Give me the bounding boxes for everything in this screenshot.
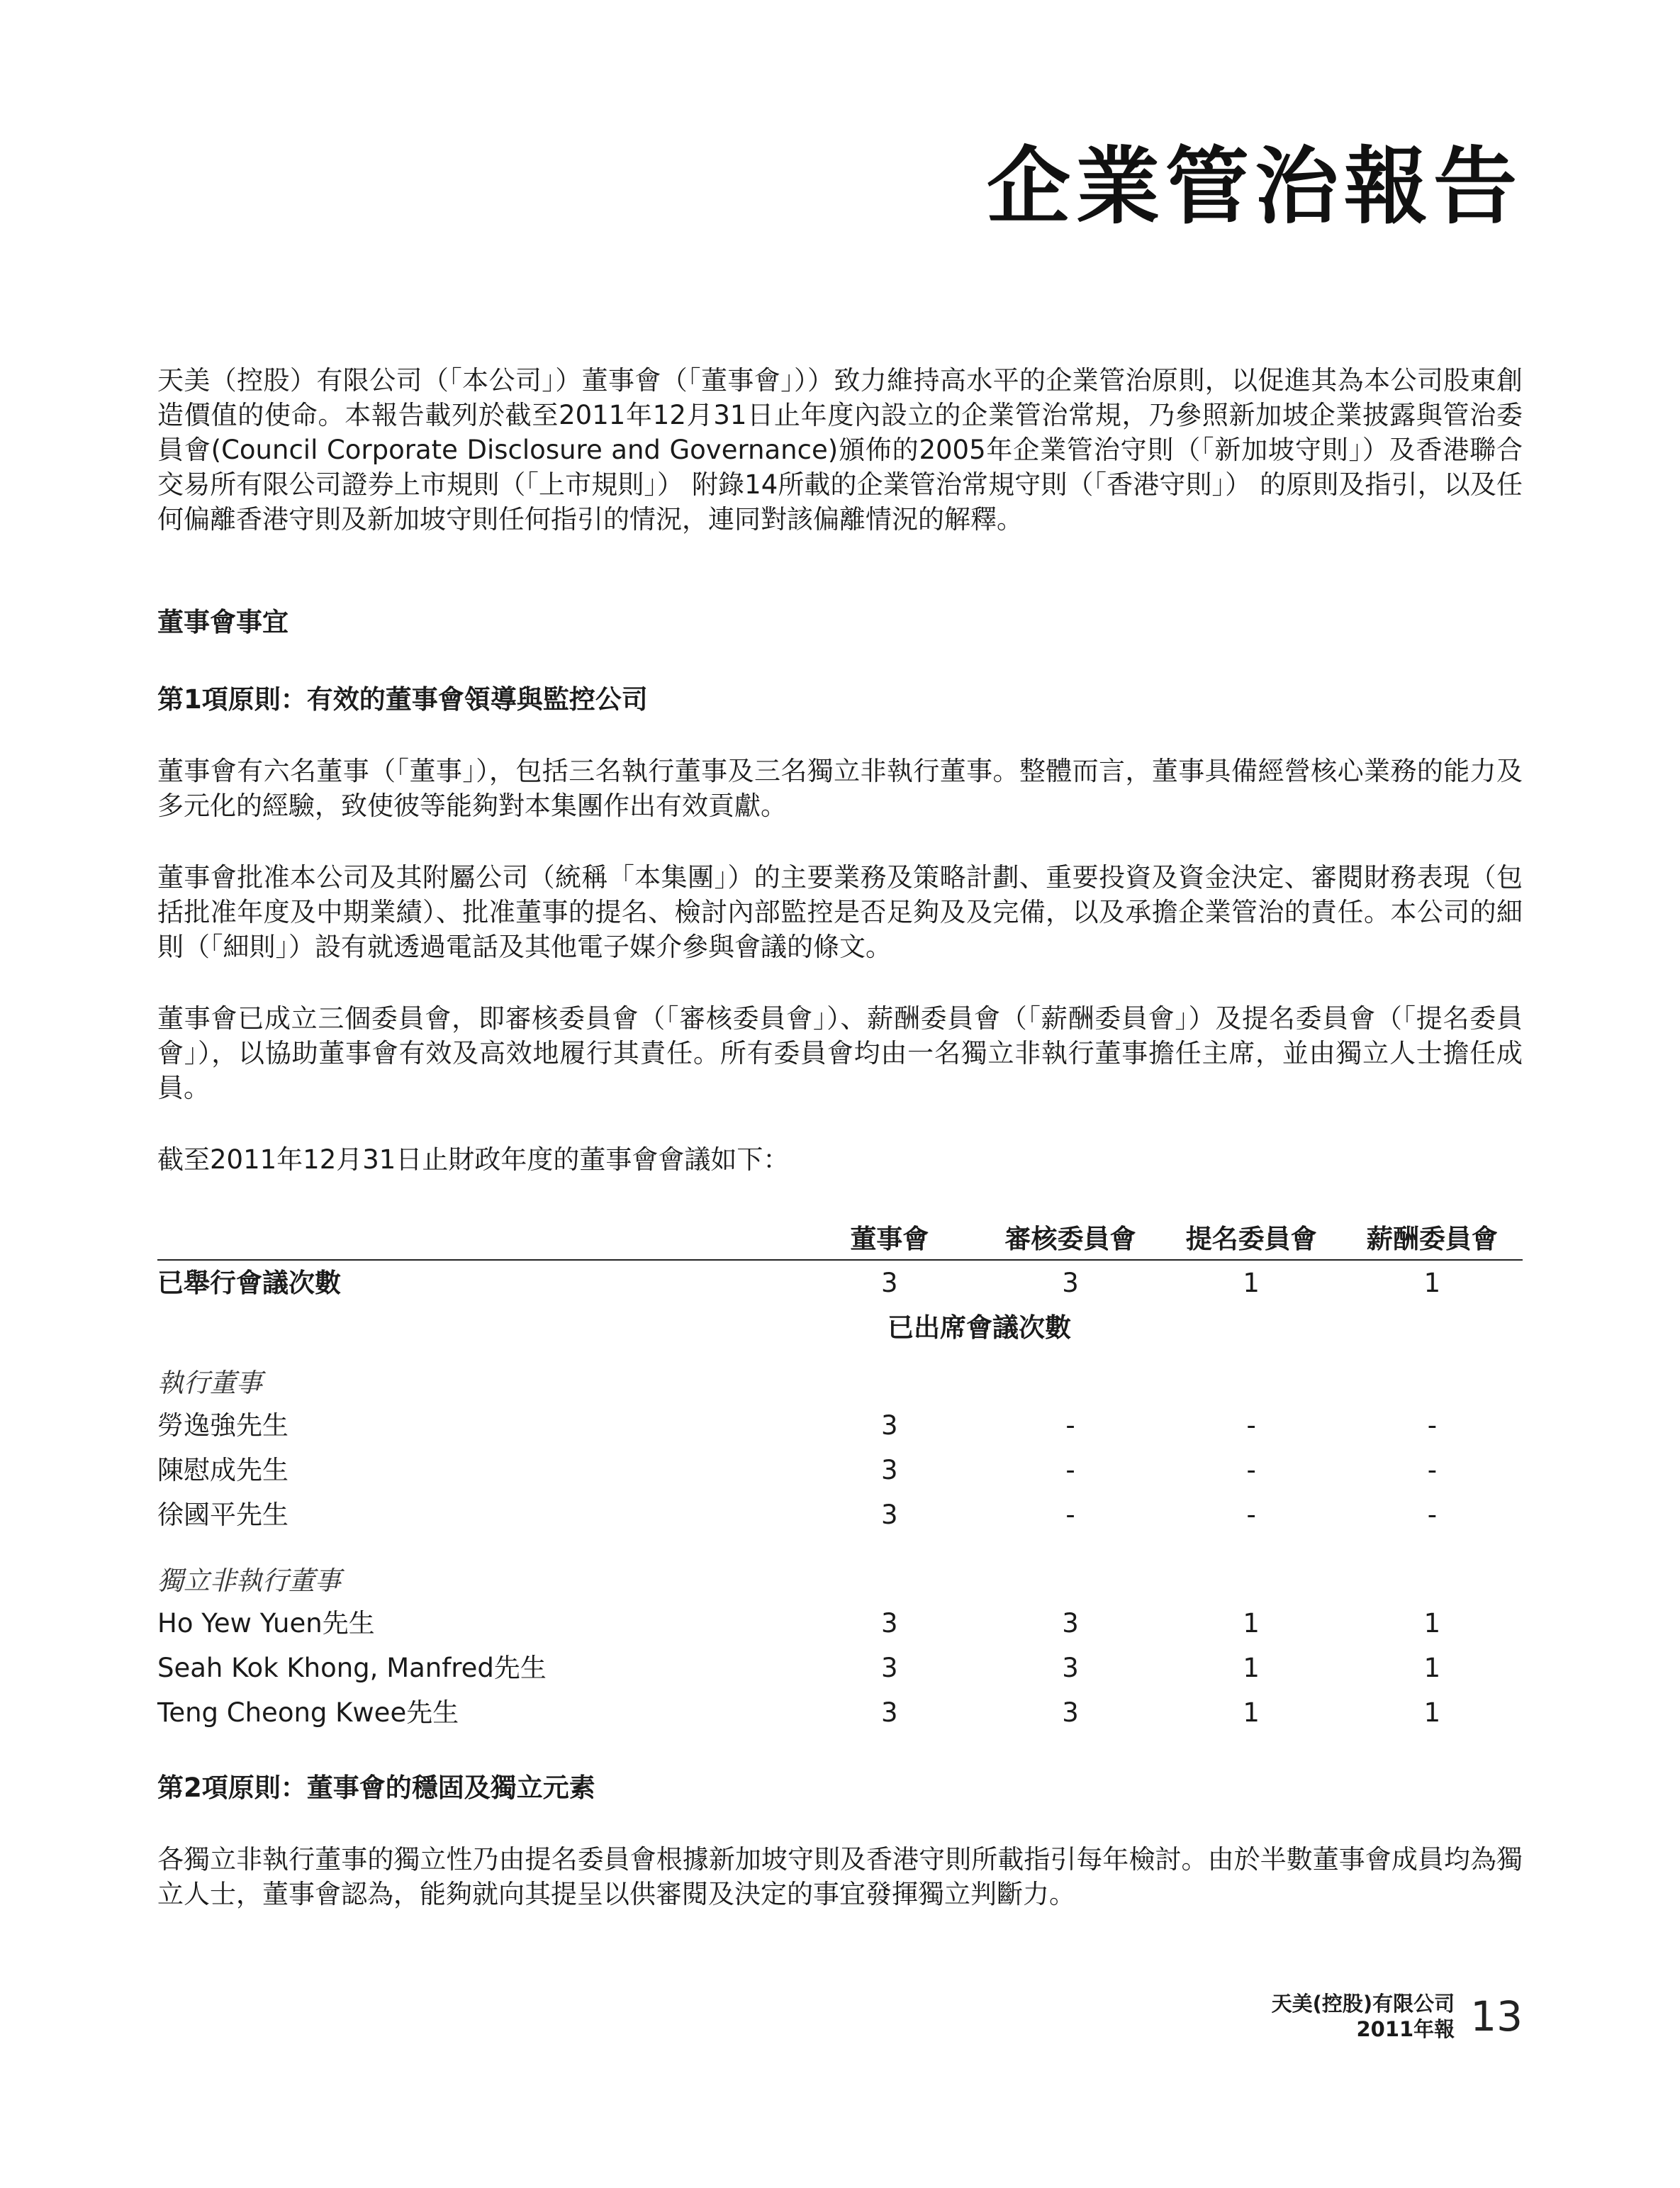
group-label: 獨立非執行董事: [157, 1565, 341, 1596]
director-name: 徐國平先生: [157, 1500, 289, 1530]
page-number: 13: [1470, 1992, 1523, 2041]
principle-2-paragraph: 各獨立非執行董事的獨立性乃由提名委員會根據新加坡守則及香港守則所載指引每年檢討。由於半數董事會成員均為獨立人士，董事會認為，能夠就向其提呈以供審閱及決定的事宜發揮獨立判斷力。: [157, 1844, 1523, 1909]
page-footer: [1272, 1991, 1523, 2042]
report-body: [157, 363, 1523, 1948]
meetings-intro: 截至2011年12月31日止財政年度的董事會會議如下：: [157, 1144, 790, 1175]
table-cell: 3: [881, 1697, 898, 1728]
principle-1-paragraph: 董事會有六名董事（「董事」），包括三名執行董事及三名獨立非執行董事。整體而言，董事具備經營核心業務的能力及多元化的經驗，致使彼等能夠對本集團作出有效貢獻。: [157, 756, 1523, 821]
section-heading: 董事會事宜: [157, 607, 289, 637]
intro-paragraph: 天美（控股）有限公司（「本公司」）董事會（「董事會」））致力維持高水平的企業管治原則，以促進其為本公司股東創造價值的使命。本報告載列於截至2011年12月31日止年度內設立的企業管治常規，乃參照新加坡企業披露與管治委員會(Council Corporate Disclosure and Governance)頒佈的2005年企業管治守則（「新加坡守則」）及香港聯合交易所有限公司證券上市規則（「上市規則」） 附錄14所載的企業管治常規守則（「香港守則」） 的原則及指引，以及任何偏離香港守則及新加坡守則任何指引的情況，連同對該偏離情況的解釋。: [157, 365, 1523, 535]
column-header: 董事會: [850, 1223, 929, 1254]
director-name: 陳慰成先生: [157, 1455, 289, 1485]
director-name: Teng Cheong Kwee先生: [157, 1697, 459, 1728]
table-cell: -: [1246, 1500, 1256, 1530]
table-cell: 3: [881, 1608, 898, 1639]
principle-2-heading: 第2項原則：董事會的穩固及獨立元素: [157, 1773, 595, 1803]
footer-company: 天美(控股)有限公司: [1271, 1992, 1455, 2016]
table-cell: 3: [1062, 1268, 1079, 1298]
table-row: [157, 1690, 1523, 1735]
table-cell: 1: [1243, 1653, 1260, 1683]
table-cell: 3: [881, 1500, 898, 1530]
table-cell: -: [1246, 1410, 1256, 1441]
table-row: [157, 1646, 1523, 1690]
table-cell: 3: [1062, 1608, 1079, 1639]
column-header: 審核委員會: [1004, 1223, 1136, 1254]
table-row: [157, 1448, 1523, 1492]
column-header: 薪酬委員會: [1366, 1223, 1498, 1254]
meetings-table: [157, 1218, 1523, 1735]
director-name: Ho Yew Yuen先生: [157, 1608, 375, 1639]
principle-1-paragraph: 董事會已成立三個委員會，即審核委員會（「審核委員會」）、薪酬委員會（「薪酬委員會」）及提名委員會（「提名委員會」），以協助董事會有效及高效地履行其責任。所有委員會均由一名獨立非執行董事擔任主席，並由獨立人士擔任成員。: [157, 1003, 1523, 1103]
page-title: 企業管治報告: [986, 138, 1523, 235]
group-label-row: [157, 1349, 1523, 1403]
column-header: 提名委員會: [1185, 1223, 1317, 1254]
table-cell: 1: [1423, 1697, 1441, 1728]
table-cell: -: [1065, 1410, 1075, 1441]
table-cell: 1: [1243, 1608, 1260, 1639]
table-cell: 3: [881, 1268, 898, 1298]
table-cell: 1: [1243, 1697, 1260, 1728]
group-label-row: [157, 1537, 1523, 1601]
table-cell: 3: [881, 1410, 898, 1441]
director-name: Seah Kok Khong, Manfred先生: [157, 1653, 547, 1683]
table-cell: 3: [1062, 1697, 1079, 1728]
table-cell: -: [1065, 1455, 1075, 1485]
table-cell: 3: [881, 1455, 898, 1485]
footer-text: [1272, 1991, 1455, 2042]
table-header-row: [157, 1218, 1523, 1261]
table-cell: 1: [1423, 1653, 1441, 1683]
table-cell: -: [1246, 1455, 1256, 1485]
table-row: [157, 1492, 1523, 1537]
table-row: [157, 1403, 1523, 1448]
meetings-held-row: [157, 1261, 1523, 1305]
meetings-attended-label: 已出席會議次數: [887, 1312, 1071, 1343]
table-cell: 1: [1423, 1608, 1441, 1639]
table-cell: 3: [1062, 1653, 1079, 1683]
meetings-held-label: 已舉行會議次數: [157, 1268, 341, 1298]
table-cell: -: [1065, 1500, 1075, 1530]
principle-1-heading: 第1項原則：有效的董事會領導與監控公司: [157, 684, 648, 715]
director-name: 勞逸強先生: [157, 1410, 289, 1441]
table-cell: -: [1427, 1410, 1438, 1441]
table-cell: 3: [881, 1653, 898, 1683]
meetings-attended-row: [157, 1305, 1523, 1349]
table-row: [157, 1601, 1523, 1646]
table-cell: 1: [1423, 1268, 1441, 1298]
table-cell: 1: [1243, 1268, 1260, 1298]
principle-1-paragraph: 董事會批准本公司及其附屬公司（統稱「本集團」）的主要業務及策略計劃、重要投資及資金決定、審閱財務表現（包括批准年度及中期業績）、批准董事的提名、檢討內部監控是否足夠及及完備，以及承擔企業管治的責任。本公司的細則（「細則」）設有就透過電話及其他電子媒介參與會議的條文。: [157, 862, 1523, 962]
footer-report: 2011年報: [1356, 2017, 1455, 2041]
table-cell: -: [1427, 1455, 1438, 1485]
group-label: 執行董事: [157, 1368, 262, 1398]
table-cell: -: [1427, 1500, 1438, 1530]
